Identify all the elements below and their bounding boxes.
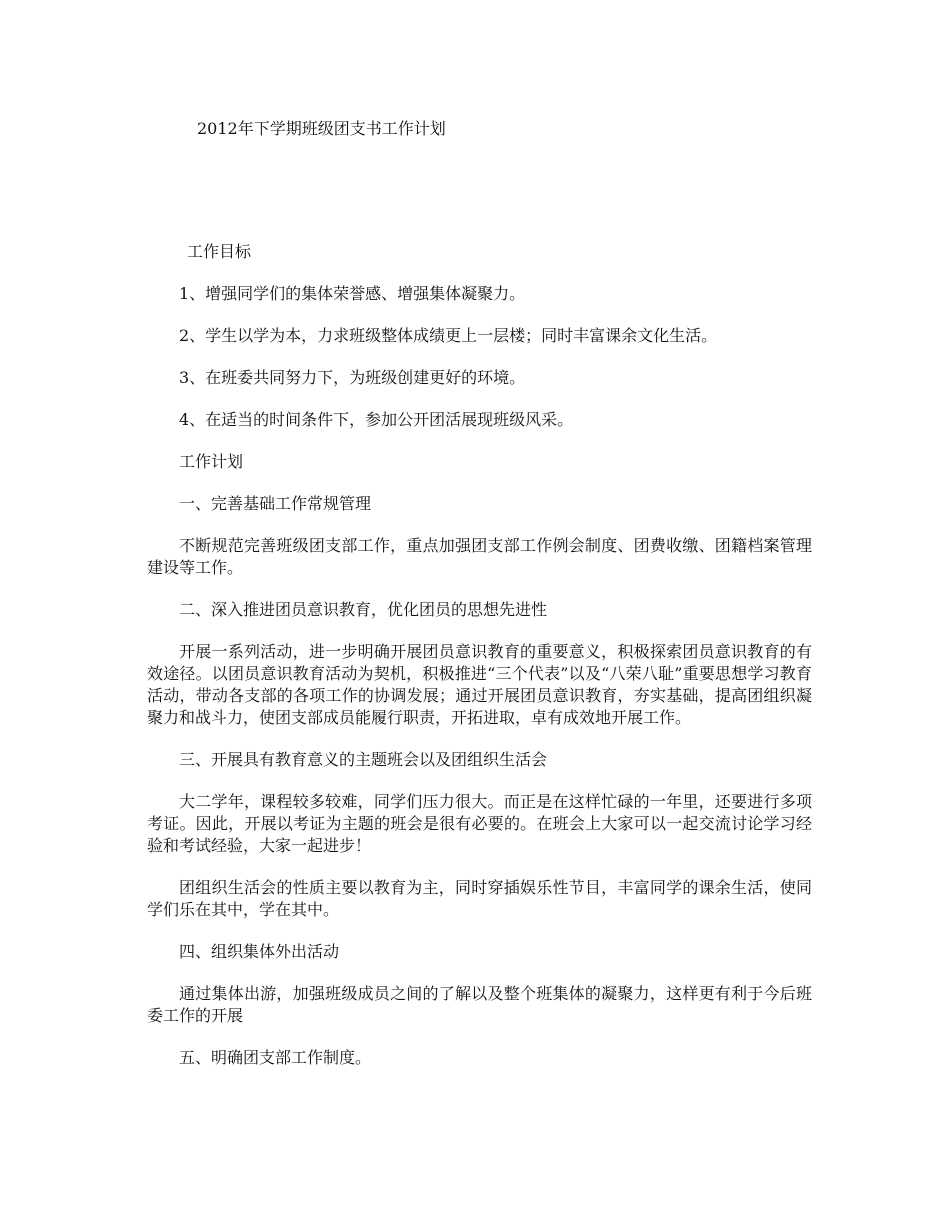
goal-item-4: 4、在适当的时间条件下，参加公开团活展现班级风采。 (179, 410, 574, 429)
section-1-heading: 一、完善基础工作常规管理 (179, 494, 372, 513)
document-body (147, 241, 812, 1089)
section-2-heading: 二、深入推进团员意识教育，优化团员的思想先进性 (179, 600, 548, 619)
plan-heading: 工作计划 (179, 452, 244, 471)
section-5-heading: 五、明确团支部工作制度。 (179, 1048, 372, 1067)
goal-heading: 工作目标 (187, 242, 252, 261)
section-4-paragraph: 通过集体出游，加强班级成员之间的了解以及整个班集体的凝聚力，这样更有利于今后班委工作的开展 (147, 984, 812, 1025)
section-4-heading: 四、组织集体外出活动 (179, 942, 340, 961)
document-title: 2012年下学期班级团支书工作计划 (197, 119, 446, 138)
section-3-heading: 三、开展具有教育意义的主题班会以及团组织生活会 (179, 750, 548, 769)
section-3-paragraph-1: 大二学年，课程较多较难，同学们压力很大。而正是在这样忙碌的一年里，还要进行多项考证。因此，开展以考证为主题的班会是很有必要的。在班会上大家可以一起交流讨论学习经验和考试经验，大家一起进步！ (147, 792, 812, 855)
section-3-paragraph-2: 团组织生活会的性质主要以教育为主，同时穿插娱乐性节目，丰富同学的课余生活，使同学们乐在其中，学在其中。 (147, 878, 812, 919)
goal-item-3: 3、在班委共同努力下，为班级创建更好的环境。 (179, 368, 526, 387)
section-1-paragraph: 不断规范完善班级团支部工作，重点加强团支部工作例会制度、团费收缴、团籍档案管理建设等工作。 (147, 536, 812, 577)
goal-item-1: 1、增强同学们的集体荣誉感、增强集体凝聚力。 (179, 284, 526, 303)
section-2-paragraph: 开展一系列活动，进一步明确开展团员意识教育的重要意义，积极探索团员意识教育的有效途径。以团员意识教育活动为契机，积极推进“三个代表”以及“八荣八耻”重要思想学习教育活动，带动各支部的各项工作的协调发展；通过开展团员意识教育，夯实基础，提高团组织凝聚力和战斗力，使团支部成员能履行职责，开拓进取，卓有成效地开展工作。 (147, 642, 812, 727)
goal-item-2: 2、学生以学为本，力求班级整体成绩更上一层楼；同时丰富课余文化生活。 (179, 326, 718, 345)
